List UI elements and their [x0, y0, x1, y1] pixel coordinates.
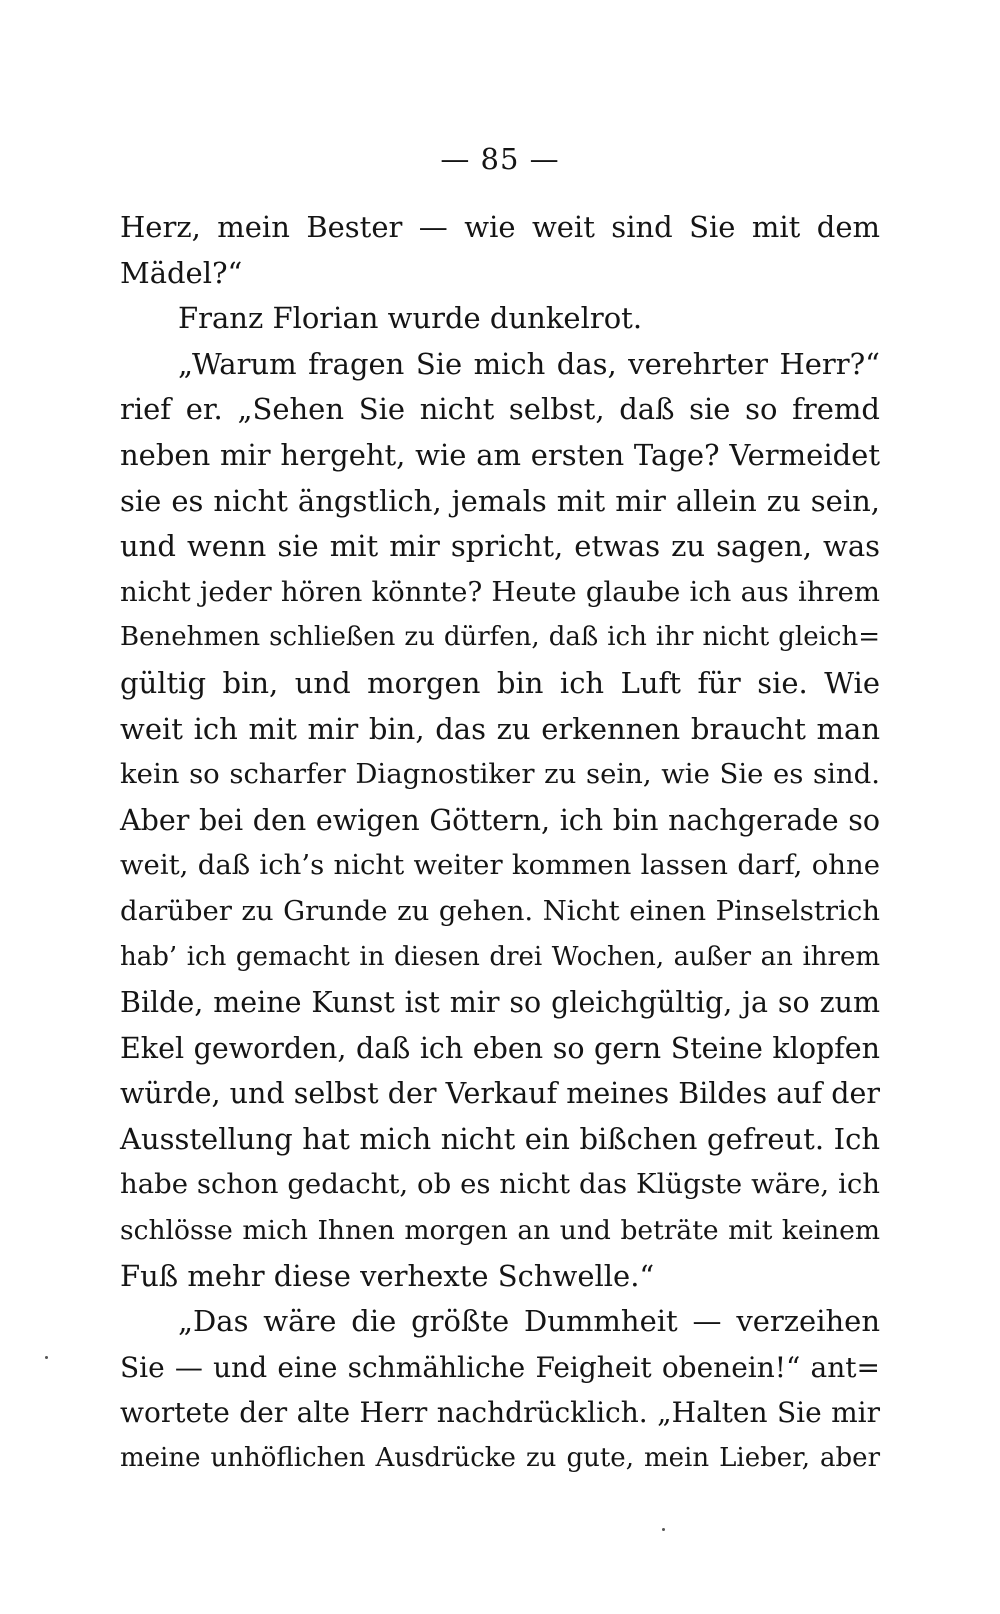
text-line: habe schon gedacht, ob es nicht das Klügste wäre, ich	[120, 1168, 880, 1201]
text-line: Fuß mehr diese verhexte Schwelle.“	[120, 1258, 655, 1293]
text-line: Benehmen schließen zu dürfen, daß ich ihr nicht gleich=	[120, 622, 880, 653]
text-line: darüber zu Grunde zu gehen. Nicht einen Pinselstrich	[120, 894, 880, 927]
text-line: kein so scharfer Diagnostiker zu sein, wie Sie es sind.	[120, 758, 880, 791]
text-line: weit, daß ich’s nicht weiter kommen lassen darf, ohne	[120, 849, 880, 882]
text-line: Herz, mein Bester — wie weit sind Sie mit dem	[120, 210, 880, 244]
text-line: hab’ ich gemacht in diesen drei Wochen, außer an ihrem	[120, 941, 880, 972]
text-line: Sie — und eine schmähliche Feigheit obenein!“ ant=	[120, 1350, 880, 1384]
text-line: würde, und selbst der Verkauf meines Bildes auf der	[120, 1077, 880, 1111]
text-line: gültig bin, und morgen bin ich Luft für sie. Wie	[120, 665, 880, 700]
text-line: und wenn sie mit mir spricht, etwas zu sagen, was	[120, 529, 880, 564]
text-line: weit ich mit mir bin, das zu erkennen braucht man	[120, 711, 880, 746]
text-line: schlösse mich Ihnen morgen an und beträte mit keinem	[120, 1215, 880, 1247]
text-line: Mädel?“	[120, 255, 243, 290]
text-line: Aber bei den ewigen Göttern, ich bin nachgerade so	[120, 803, 880, 837]
text-line: Franz Florian wurde dunkelrot.	[178, 301, 643, 336]
text-line: neben mir hergeht, wie am ersten Tage? Vermeidet	[120, 437, 880, 472]
text-line: rief er. „Sehen Sie nicht selbst, daß sie so fremd	[120, 392, 880, 427]
text-line: „Warum fragen Sie mich das, verehrter Herr?“	[178, 346, 880, 381]
text-line: Bilde, meine Kunst ist mir so gleichgültig, ja so zum	[120, 986, 880, 1020]
text-line: „Das wäre die größte Dummheit — verzeihen	[178, 1304, 880, 1339]
text-line: nicht jeder hören könnte? Heute glaube ich aus ihrem	[120, 575, 880, 608]
text-line: wortete der alte Herr nachdrücklich. „Halten Sie mir	[120, 1396, 880, 1430]
text-line: Ausstellung hat mich nicht ein bißchen gefreut. Ich	[120, 1121, 880, 1156]
text-line: sie es nicht ängstlich, jemals mit mir allein zu sein,	[120, 483, 880, 518]
body-text	[120, 205, 880, 1482]
page-number: — 85 —	[440, 142, 560, 176]
scan-speck	[45, 1356, 48, 1359]
text-line: meine unhöflichen Ausdrücke zu gute, mein Lieber, aber	[120, 1443, 880, 1474]
text-line: Ekel geworden, daß ich eben so gern Steine klopfen	[120, 1031, 880, 1065]
scan-speck	[662, 1528, 665, 1531]
